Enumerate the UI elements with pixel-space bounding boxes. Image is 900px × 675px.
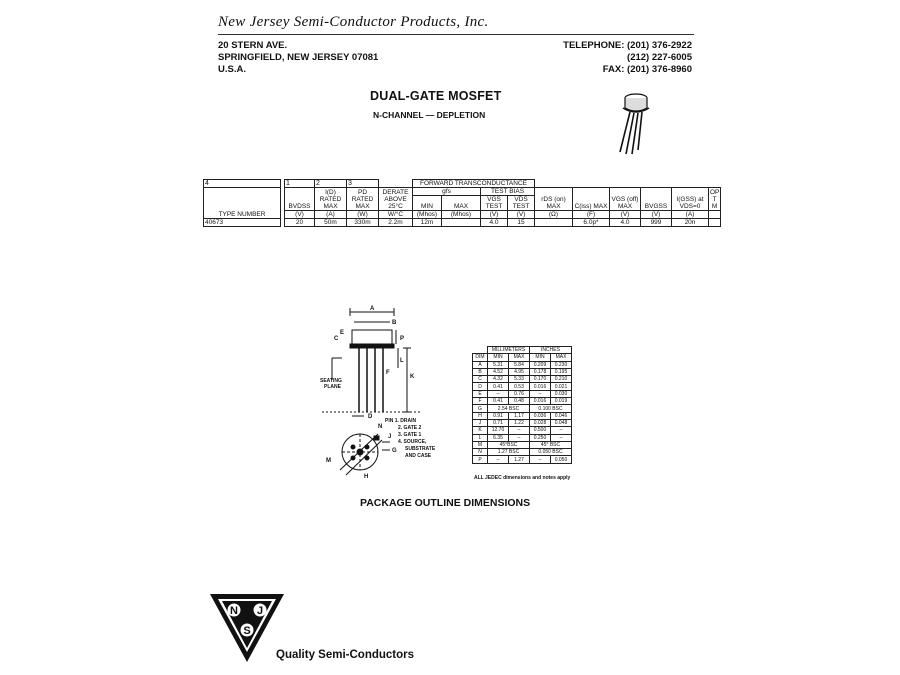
cell-id: 50m xyxy=(315,219,347,227)
cell-max xyxy=(442,219,481,227)
table-cell: 12.70 xyxy=(488,427,509,434)
col-bvgss: BVGSS xyxy=(641,188,672,211)
table-row xyxy=(473,419,572,426)
table-cell: – xyxy=(551,434,572,441)
unit-cell: (F) xyxy=(573,211,610,219)
cell-igss: 20n xyxy=(672,219,709,227)
table-row xyxy=(204,219,721,227)
table-cell: N xyxy=(473,449,488,456)
header-rule xyxy=(218,34,694,35)
table-cell: F xyxy=(473,398,488,405)
cell-bvgss: 999 xyxy=(641,219,672,227)
section-number: 3 xyxy=(347,180,379,188)
table-cell: 0.500 xyxy=(530,427,551,434)
table-cell: 0.170 xyxy=(530,376,551,383)
column-header: MAX xyxy=(509,354,530,361)
table-cell: 5.84 xyxy=(509,361,530,368)
table-cell: 1.22 xyxy=(509,419,530,426)
table-cell: 1.17 xyxy=(509,412,530,419)
logo-letter: S xyxy=(243,625,251,637)
seating-plane-label: PLANE xyxy=(324,384,341,390)
table-cell: 0.250 xyxy=(530,434,551,441)
table-cell: 0.195 xyxy=(551,368,572,375)
table-row xyxy=(473,398,572,405)
dim-label-e: E xyxy=(340,330,345,336)
address-line: U.S.A. xyxy=(218,64,246,75)
cell-ciss: 6.0p* xyxy=(573,219,610,227)
table-cell: 0.41 xyxy=(488,383,509,390)
col-type: TYPE NUMBER xyxy=(204,188,281,219)
table-cell: 0.48 xyxy=(509,398,530,405)
table-cell: 4.52 xyxy=(488,368,509,375)
table-cell: 0.050 xyxy=(551,456,572,463)
table-cell: 0.209 xyxy=(530,361,551,368)
cell-derate: 2.2m xyxy=(379,219,413,227)
table-cell: 45°BSC xyxy=(488,441,530,448)
table-cell: 0.178 xyxy=(530,368,551,375)
table-cell: – xyxy=(509,434,530,441)
dimensions-table xyxy=(472,346,572,464)
table-cell: 0.036 xyxy=(530,412,551,419)
table-cell: 1.27 xyxy=(509,456,530,463)
table-cell: 5.31 xyxy=(488,361,509,368)
table-cell: 1.27 BSC xyxy=(488,449,530,456)
logo-letter: J xyxy=(256,605,264,617)
table-row xyxy=(473,456,572,463)
col-pd: PD RATED MAX xyxy=(347,188,379,211)
transistor-icon xyxy=(602,82,662,158)
table-cell: – xyxy=(509,427,530,434)
table-row xyxy=(473,441,572,448)
table-cell: – xyxy=(488,456,509,463)
njs-logo xyxy=(208,592,286,664)
table-cell: 0.53 xyxy=(509,383,530,390)
table-row xyxy=(473,361,572,368)
footer-tagline: Quality Semi-Conductors xyxy=(276,649,415,661)
company-address xyxy=(218,40,378,76)
logo-letter: N xyxy=(230,605,238,617)
pin-item: 2. GATE 2 xyxy=(398,425,422,431)
pin-item: 3. GATE 1 xyxy=(398,432,422,438)
unit-cell: (V) xyxy=(481,211,508,219)
dim-label-g: G xyxy=(392,448,397,454)
section-number: 4 xyxy=(204,180,281,188)
table-row xyxy=(473,434,572,441)
table-cell: 6.35 xyxy=(488,434,509,441)
table-cell: 0.021 xyxy=(551,383,572,390)
table-cell: E xyxy=(473,390,488,397)
table-cell: 0.028 xyxy=(530,419,551,426)
column-header: DIM xyxy=(473,354,488,361)
jedec-note: ALL JEDEC dimensions and notes apply xyxy=(474,475,571,481)
column-header: MIN xyxy=(488,354,509,361)
col-vgsoff: VGS (off) MAX xyxy=(610,188,641,211)
column-header: MIN xyxy=(530,354,551,361)
table-cell: 4.32 xyxy=(488,376,509,383)
table-cell: 0.019 xyxy=(551,398,572,405)
column-header: MAX xyxy=(551,354,572,361)
unit-cell: (V) xyxy=(285,211,315,219)
col-vds: VDS TEST xyxy=(508,196,535,211)
dim-label-j: J xyxy=(388,434,392,440)
col-rds: rDS (on) MAX xyxy=(535,188,573,211)
table-cell: M xyxy=(473,441,488,448)
unit-cell: (V) xyxy=(508,211,535,219)
table-cell: K xyxy=(473,427,488,434)
table-cell: B xyxy=(473,368,488,375)
table-cell: P xyxy=(473,456,488,463)
phone-line: (212) 227-6005 xyxy=(627,52,692,63)
table-cell: – xyxy=(488,390,509,397)
table-row xyxy=(473,368,572,375)
cell-pd: 330m xyxy=(347,219,379,227)
table-cell: 0.210 xyxy=(551,376,572,383)
col-gfs: gfs xyxy=(413,188,481,196)
unit-cell: W/°C xyxy=(379,211,413,219)
contact-numbers xyxy=(563,40,692,76)
pin-list xyxy=(385,418,435,460)
table-cell: 0.016 xyxy=(530,383,551,390)
unit-cell: (Mhos) xyxy=(442,211,481,219)
table-cell: 0.41 xyxy=(488,398,509,405)
company-name: New Jersey Semi-Conductor Products, Inc. xyxy=(218,14,489,30)
table-cell: – xyxy=(530,390,551,397)
table-cell: J xyxy=(473,419,488,426)
table-row xyxy=(473,405,572,412)
package-title: PACKAGE OUTLINE DIMENSIONS xyxy=(360,497,531,509)
unit-cell: (W) xyxy=(347,211,379,219)
pin-item: AND CASE xyxy=(405,453,432,459)
table-cell: 0.048 xyxy=(551,419,572,426)
unit-cell: (Ω) xyxy=(535,211,573,219)
table-cell: 0.91 xyxy=(488,412,509,419)
section-number: 1 xyxy=(285,180,315,188)
table-cell: 0.230 xyxy=(551,361,572,368)
dim-label-b: B xyxy=(392,320,397,326)
cell-bvdss: 20 xyxy=(285,219,315,227)
address-line: 20 STERN AVE. xyxy=(218,40,288,51)
pin-item: PIN 1. DRAIN xyxy=(385,418,417,424)
page-subtitle: N-CHANNEL — DEPLETION xyxy=(373,110,486,120)
cell-vgs: 4.0 xyxy=(481,219,508,227)
cell-min: 12m xyxy=(413,219,442,227)
table-cell: G xyxy=(473,405,488,412)
dim-label-c: C xyxy=(334,336,339,342)
col-id: I(D) RATED MAX xyxy=(315,188,347,211)
spec-table xyxy=(203,179,721,227)
table-cell: 0.76 xyxy=(509,390,530,397)
table-cell: 0.016 xyxy=(530,398,551,405)
pin-item: 4. SOURCE, xyxy=(398,439,427,445)
col-derate: DERATE ABOVE 25°C xyxy=(379,188,413,211)
dim-label-m: M xyxy=(326,458,331,464)
table-cell: – xyxy=(551,427,572,434)
table-row xyxy=(473,390,572,397)
table-cell: A xyxy=(473,361,488,368)
col-min: MIN xyxy=(413,196,442,211)
table-cell: 0.100 BSC xyxy=(530,405,572,412)
table-cell: H xyxy=(473,412,488,419)
dim-label-h: H xyxy=(364,474,369,480)
pin-item: SUBSTRATE xyxy=(405,446,436,452)
table-cell: 0.71 xyxy=(488,419,509,426)
cell-type: 40673 xyxy=(204,219,281,227)
unit-cell: (A) xyxy=(672,211,709,219)
table-cell: – xyxy=(530,456,551,463)
col-test-bias: TEST BIAS xyxy=(481,188,535,196)
dim-label-k: K xyxy=(410,374,415,380)
cell-rds xyxy=(535,219,573,227)
section-number: 2 xyxy=(315,180,347,188)
page-title: DUAL-GATE MOSFET xyxy=(370,89,502,103)
col-bvdss: BVDSS xyxy=(285,188,315,211)
dim-label-d: D xyxy=(368,414,373,420)
dim-label-p: P xyxy=(400,336,405,342)
table-cell: 2.54 BSC xyxy=(488,405,530,412)
dim-label-a: A xyxy=(370,306,375,312)
table-cell: 0.046 xyxy=(551,412,572,419)
unit-cell: (V) xyxy=(641,211,672,219)
seating-plane-label: SEATING xyxy=(320,378,342,384)
group-header: INCHES xyxy=(530,347,572,354)
group-header: MILLIMETERS xyxy=(488,347,530,354)
table-row xyxy=(473,376,572,383)
table-cell: 0.050 BSC xyxy=(530,449,572,456)
col-ciss: C(iss) MAX xyxy=(573,188,610,211)
col-vgs: VGS TEST xyxy=(481,196,508,211)
phone-line: TELEPHONE: (201) 376-2922 xyxy=(563,40,692,51)
cell-op xyxy=(709,219,721,227)
unit-cell: (Mhos) xyxy=(413,211,442,219)
table-row xyxy=(473,383,572,390)
table-row xyxy=(473,449,572,456)
table-cell: 0.030 xyxy=(551,390,572,397)
fwd-header: FORWARD TRANSCONDUCTANCE xyxy=(413,180,535,188)
dim-label-n: N xyxy=(378,424,383,430)
table-cell: D xyxy=(473,383,488,390)
col-op: OP T M xyxy=(710,189,720,210)
table-row xyxy=(473,412,572,419)
table-cell: C xyxy=(473,376,488,383)
dim-label-l: L xyxy=(400,358,404,364)
address-line: SPRINGFIELD, NEW JERSEY 07081 xyxy=(218,52,379,63)
table-row xyxy=(473,427,572,434)
dim-label-f: F xyxy=(386,370,390,376)
table-cell: L xyxy=(473,434,488,441)
col-igss: I(GSS) at VDS=0 xyxy=(672,188,709,211)
table-cell: 5.33 xyxy=(509,376,530,383)
table-cell: 45° BSC xyxy=(530,441,572,448)
cell-vds: 15 xyxy=(508,219,535,227)
phone-line: FAX: (201) 376-8960 xyxy=(602,64,692,75)
cell-vgsoff: 4.0 xyxy=(610,219,641,227)
unit-cell: (A) xyxy=(315,211,347,219)
package-outline-drawing xyxy=(312,300,462,490)
unit-cell: (V) xyxy=(610,211,641,219)
col-max: MAX xyxy=(442,196,481,211)
table-cell: 4.95 xyxy=(509,368,530,375)
